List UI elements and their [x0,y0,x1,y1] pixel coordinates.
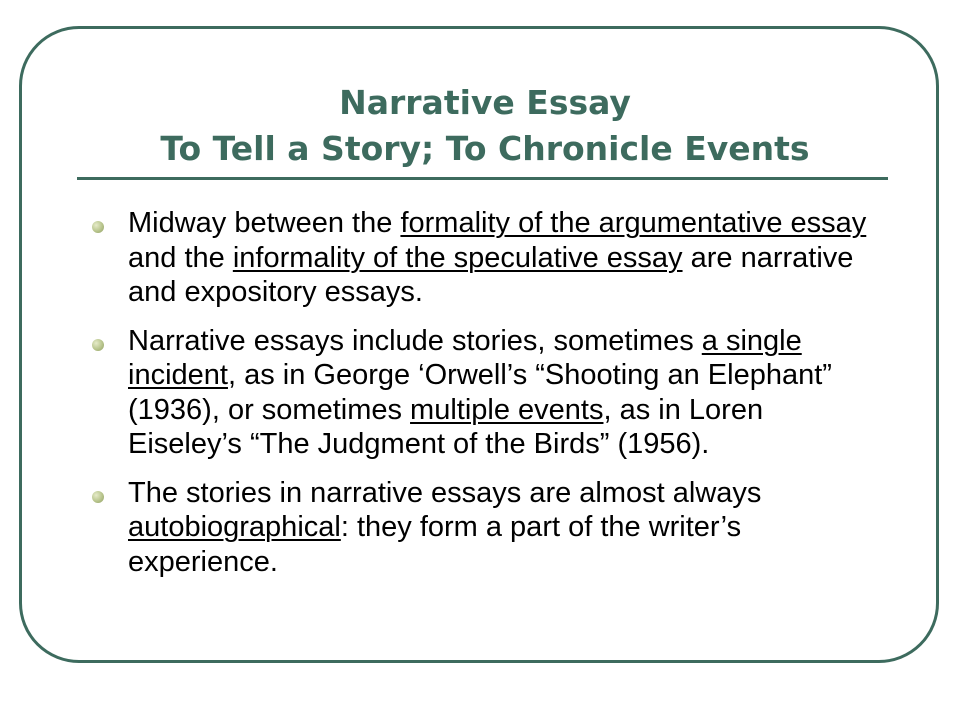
underlined-text-segment: autobiographical [128,511,341,543]
text-segment: and the [128,241,233,274]
bullet-item [88,324,878,462]
title-line-1: Narrative Essay [339,83,631,122]
underlined-text-segment: a single incident [128,324,802,391]
bullet-dot-icon [92,221,104,233]
text-segment: The stories in narrative essays are almost always [128,476,762,509]
bullet-text [128,477,761,578]
text-segment: : they form a part of the writer’s experience. [128,511,742,578]
bullet-list [88,206,878,593]
underlined-text-segment: multiple events [410,393,604,426]
bullet-item [88,476,878,580]
text-segment: are narrative and expository essays. [128,241,854,308]
bullet-dot-icon [92,339,104,351]
bullet-text [128,207,866,308]
bullet-item [88,206,878,310]
text-segment: , as in George ‘Orwell’s “Shooting an Elephant” (1936), or sometimes [128,359,832,426]
text-segment: Narrative essays include stories, sometimes [128,324,702,357]
underlined-text-segment: formality of the argumentative essay [400,207,867,239]
slide-title [60,80,910,172]
underlined-text-segment: informality of the speculative essay [232,241,683,274]
bullet-text [128,325,832,461]
title-divider [77,177,888,180]
title-line-2: To Tell a Story; To Chronicle Events [160,129,810,168]
text-segment: , as in Loren Eiseley’s “The Judgment of the Birds” (1956). [128,393,764,460]
text-segment: Midway between the [128,207,401,239]
bullet-dot-icon [92,491,104,503]
